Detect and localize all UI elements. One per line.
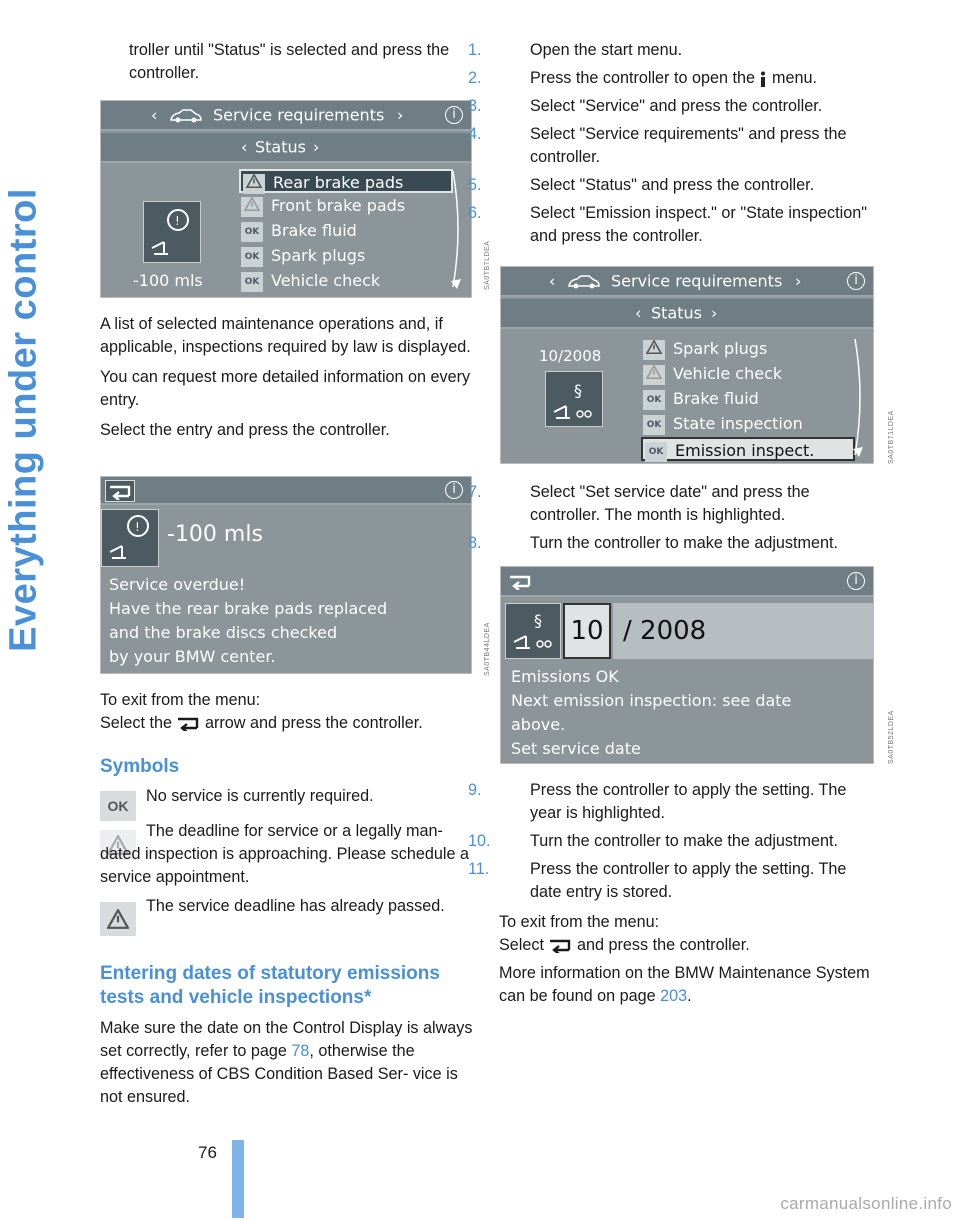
info-icon: i bbox=[847, 272, 865, 290]
screen-header-bar: ‹ Service requirements › i bbox=[501, 267, 873, 297]
screen-header-title: Service requirements bbox=[611, 271, 783, 291]
ok-icon: OK bbox=[643, 415, 665, 435]
step-item: 2. Press the controller to open the menu. bbox=[468, 69, 817, 87]
screen-emission-status bbox=[500, 266, 874, 464]
ok-icon: OK bbox=[241, 247, 263, 267]
symbols-heading: Symbols bbox=[100, 756, 180, 777]
steps-list-a bbox=[468, 39, 869, 253]
screen-set-date bbox=[500, 566, 874, 764]
inspection-date: 10/2008 bbox=[539, 347, 602, 365]
exit-instructions-left: To exit from the menu: Select the arrow and press the controller. bbox=[100, 691, 423, 732]
screen-service-status bbox=[100, 100, 472, 298]
watermark: carmanualsonline.info bbox=[780, 1194, 952, 1213]
info-icon: i bbox=[847, 572, 865, 590]
emission-service-icon bbox=[545, 371, 603, 427]
page-number: 76 bbox=[198, 1143, 217, 1162]
ok-icon: OK bbox=[645, 442, 667, 462]
scroll-indicator[interactable] bbox=[449, 169, 465, 293]
brake-service-icon bbox=[143, 201, 201, 263]
list-item[interactable]: OK Vehicle check bbox=[241, 269, 380, 293]
car-icon bbox=[567, 274, 601, 290]
brake-service-icon bbox=[101, 509, 159, 567]
warning-light-icon bbox=[241, 197, 263, 217]
screen-subheader-bar: ‹ Status › bbox=[501, 299, 873, 329]
page-link-203[interactable]: 203 bbox=[660, 987, 688, 1005]
month-field[interactable]: 10 bbox=[563, 603, 611, 659]
list-item[interactable]: OK Brake fluid bbox=[643, 387, 759, 411]
image-code: SA0TB52LDEA bbox=[888, 710, 895, 764]
more-info-paragraph: More information on the BMW Maintenance System can be found on page 203. bbox=[499, 964, 870, 1005]
back-arrow-icon[interactable] bbox=[509, 574, 533, 590]
svg-text:§: § bbox=[534, 611, 542, 630]
symbol-warning-text: The deadline for service or a legally man- dated inspection is approaching. Please schedule a service appointment. bbox=[100, 822, 469, 886]
screen-header-bar: ‹ Service requirements › i bbox=[101, 101, 471, 131]
step-item: 11. Press the controller to apply the setting. The date entry is stored. bbox=[468, 860, 847, 901]
list-item[interactable]: OK Emission inspect. bbox=[641, 437, 855, 461]
step-item: 5. Select "Status" and press the controller. bbox=[468, 176, 815, 194]
list-item[interactable]: Rear brake pads bbox=[239, 169, 453, 193]
step-item: 4. Select "Service requirements" and press the controller. bbox=[468, 125, 847, 166]
list-item[interactable]: OK Brake fluid bbox=[241, 219, 357, 243]
info-icon: i bbox=[445, 481, 463, 499]
steps-list-b bbox=[468, 481, 871, 560]
screen-service-detail bbox=[100, 476, 472, 674]
step-item: 10. Turn the controller to make the adjustment. bbox=[468, 832, 839, 850]
screen-header-bar bbox=[101, 477, 471, 505]
screen-header-title: Service requirements bbox=[213, 105, 385, 125]
steps-list-c bbox=[468, 779, 871, 909]
symbol-ok-text: No service is currently required. bbox=[146, 787, 374, 805]
left-text-block-1: A list of selected maintenance operations and, if applicable, inspections required by law is displayed. You can request more detailed information on every entry. Select the entry and press the controller. bbox=[100, 315, 471, 439]
list-item[interactable]: Vehicle check bbox=[643, 362, 782, 386]
emission-message: Emissions OK Next emission inspection: see date above. Set service date bbox=[511, 667, 792, 758]
ok-icon: OK bbox=[241, 272, 263, 292]
screen-subheader-title: Status bbox=[255, 137, 306, 157]
chapter-side-title: Everything under control bbox=[2, 188, 45, 652]
ok-icon: OK bbox=[100, 791, 136, 821]
svg-text:§: § bbox=[574, 381, 582, 400]
page-link-78[interactable]: 78 bbox=[291, 1042, 310, 1060]
image-code: SA0TB71LDEA bbox=[888, 410, 895, 464]
step-item: 1. Open the start menu. bbox=[468, 41, 683, 59]
year-field[interactable]: / 2008 bbox=[613, 603, 874, 659]
image-code: SA0TB7LDEA bbox=[484, 240, 491, 290]
exit-instructions-right: To exit from the menu: Select and press the controller. bbox=[499, 913, 750, 954]
list-item[interactable]: Front brake pads bbox=[241, 194, 405, 218]
step-item: 9. Press the controller to apply the setting. The year is highlighted. bbox=[468, 781, 847, 822]
page-number-bar bbox=[232, 1140, 244, 1218]
entering-dates-heading: Entering dates of statutory emissions tests and vehicle inspections* bbox=[100, 963, 440, 1008]
distance-readout: -100 mls bbox=[133, 271, 203, 290]
back-arrow-icon bbox=[549, 939, 573, 953]
warning-light-icon bbox=[643, 365, 665, 385]
list-item[interactable]: OK State inspection bbox=[643, 412, 803, 436]
scroll-indicator[interactable] bbox=[851, 337, 867, 461]
distance-readout: -100 mls bbox=[167, 522, 263, 547]
ok-icon: OK bbox=[241, 222, 263, 242]
step-item: 7. Select "Set service date" and press the controller. The month is highlighted. bbox=[468, 483, 810, 524]
svg-text:!: ! bbox=[175, 214, 180, 228]
screen-header-bar bbox=[501, 567, 873, 597]
entering-dates-paragraph: Make sure the date on the Control Display is always set correctly, refer to page 78, otherwise the effectiveness of CBS Condition Based Ser- vice is not ensured. bbox=[100, 1019, 473, 1106]
image-code: SA0TB44LDEA bbox=[484, 622, 491, 676]
service-message: Service overdue! Have the rear brake pads replaced and the brake discs checked by your BMW center. bbox=[109, 575, 388, 666]
screen-subheader-bar: ‹ Status › bbox=[101, 133, 471, 163]
info-i-icon bbox=[759, 71, 767, 87]
step-item: 6. Select "Emission inspect." or "State inspection" and press the controller. bbox=[468, 204, 867, 245]
back-arrow-icon[interactable] bbox=[105, 480, 135, 502]
intro-paragraph: troller until "Status" is selected and press the controller. bbox=[129, 41, 450, 82]
step-item: 8. Turn the controller to make the adjustment. bbox=[468, 534, 839, 552]
info-icon: i bbox=[445, 106, 463, 124]
list-item[interactable]: OK Spark plugs bbox=[241, 244, 365, 268]
list-item[interactable]: Spark plugs bbox=[643, 337, 767, 361]
step-item: 3. Select "Service" and press the controller. bbox=[468, 97, 823, 115]
warning-icon bbox=[243, 174, 265, 194]
svg-text:!: ! bbox=[135, 520, 140, 534]
car-icon bbox=[169, 108, 203, 124]
back-arrow-icon bbox=[177, 717, 201, 731]
warning-icon bbox=[643, 340, 665, 360]
warning-icon bbox=[100, 902, 136, 936]
ok-icon: OK bbox=[643, 390, 665, 410]
emission-service-icon bbox=[505, 603, 561, 659]
symbol-overdue-text: The service deadline has already passed. bbox=[146, 897, 445, 915]
screen-subheader-title: Status bbox=[651, 303, 702, 323]
